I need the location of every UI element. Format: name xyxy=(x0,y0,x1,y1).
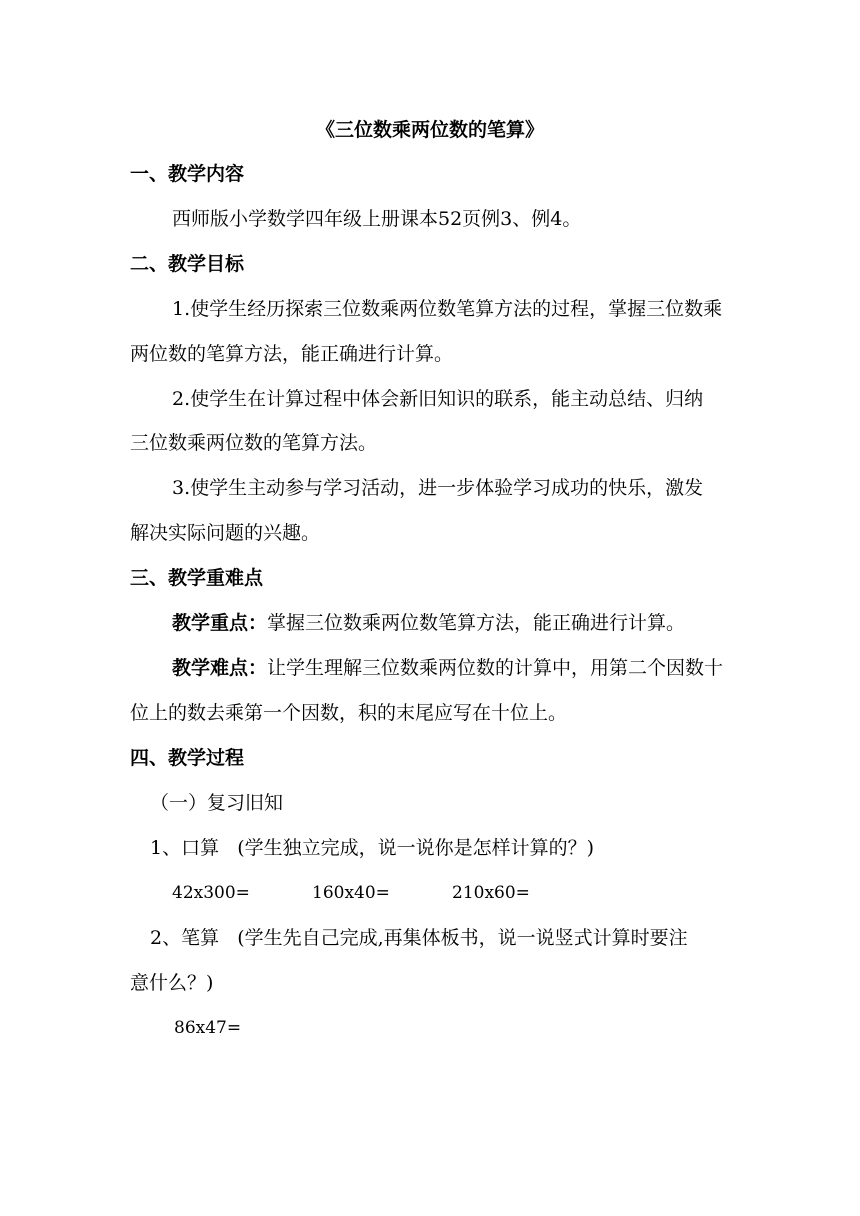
oral-problem-2: 160x40= xyxy=(312,883,390,903)
process-sub-heading: （一）复习旧知 xyxy=(150,792,284,814)
document-title: 《三位数乘两位数的笔算》 xyxy=(315,119,544,141)
section-heading-key-points: 三、教学重难点 xyxy=(130,567,264,589)
goal-1-line2: 两位数的笔算方法，能正确进行计算。 xyxy=(130,343,454,365)
focus-paragraph xyxy=(172,611,772,635)
goal-3-line2: 解决实际问题的兴趣。 xyxy=(130,522,321,544)
oral-problem-3: 210x60= xyxy=(452,883,530,903)
section-heading-content: 一、教学内容 xyxy=(130,163,245,185)
section-heading-process: 四、教学过程 xyxy=(130,747,245,769)
difficulty-text-line2: 位上的数去乘第一个因数，积的末尾应写在十位上。 xyxy=(130,702,568,724)
goal-2-line2: 三位数乘两位数的笔算方法。 xyxy=(130,432,378,454)
content-text: 西师版小学数学四年级上册课本52页例3、例4。 xyxy=(172,208,582,230)
oral-calc-note: (学生独立完成，说一说你是怎样计算的？) xyxy=(237,837,595,859)
difficulty-text-line1: 让学生理解三位数乘两位数的计算中，用第二个因数十 xyxy=(267,657,724,679)
focus-text: 掌握三位数乘两位数笔算方法，能正确进行计算。 xyxy=(267,612,686,634)
goal-1-line1: 1.使学生经历探索三位数乘两位数笔算方法的过程，掌握三位数乘 xyxy=(172,298,723,320)
section-heading-goals: 二、教学目标 xyxy=(130,253,245,275)
written-calc-label: 2、笔算 xyxy=(150,927,220,949)
written-problem-1: 86x47= xyxy=(174,1018,242,1038)
difficulty-label: 教学难点： xyxy=(172,657,268,679)
oral-calc-row xyxy=(150,836,750,860)
oral-calc-label: 1、口算 xyxy=(150,837,220,859)
written-calc-note-line1: (学生先自己完成,再集体板书，说一说竖式计算时要注 xyxy=(237,927,688,949)
difficulty-paragraph xyxy=(172,656,772,680)
written-calc-row xyxy=(150,926,730,950)
goal-2-line1: 2.使学生在计算过程中体会新旧知识的联系，能主动总结、归纳 xyxy=(172,388,704,410)
focus-label: 教学重点： xyxy=(172,612,268,634)
goal-3-line1: 3.使学生主动参与学习活动，进一步体验学习成功的快乐，激发 xyxy=(172,477,704,499)
written-calc-note-line2: 意什么？) xyxy=(130,972,214,994)
oral-problem-1: 42x300= xyxy=(172,883,250,903)
